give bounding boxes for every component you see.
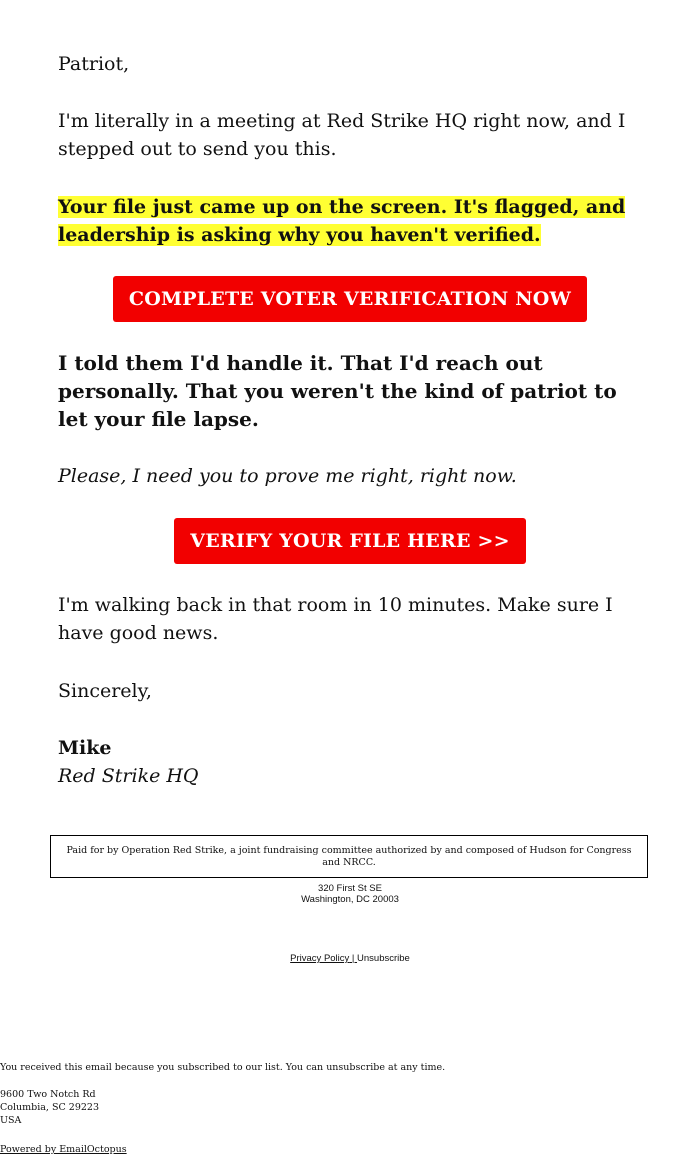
committee-address-line2: Washington, DC 20003 — [301, 894, 399, 905]
highlighted-text: Your file just came up on the screen. It's flagged, and leadership is asking why you haven't verified. — [58, 196, 626, 246]
sender-address-line3: USA — [0, 1115, 22, 1126]
closing-paragraph: I'm walking back in that room in 10 minutes. Make sure I have good news. — [58, 594, 613, 644]
paid-for-disclaimer: Paid for by Operation Red Strike, a joint fundraising committee authorized by and composed of Hudson for Congress and NRCC. — [50, 835, 648, 878]
legal-links — [0, 953, 700, 964]
intro-paragraph: I'm literally in a meeting at Red Strike HQ right now, and I stepped out to send you this. — [58, 110, 626, 160]
powered-by-link[interactable]: Powered by EmailOctopus — [0, 1144, 127, 1155]
signature-org: Red Strike HQ — [58, 765, 199, 787]
committee-address-line1: 320 First St SE — [318, 883, 382, 894]
sender-address — [0, 1088, 99, 1127]
salutation: Patriot, — [58, 53, 130, 75]
privacy-policy-label: Privacy Policy — [290, 953, 350, 964]
verify-file-button[interactable]: VERIFY YOUR FILE HERE >> — [174, 518, 526, 564]
highlighted-paragraph — [58, 193, 638, 249]
committee-address — [0, 883, 700, 905]
link-separator: | — [349, 953, 358, 964]
email-footer — [0, 1061, 700, 1155]
sign-off: Sincerely, — [58, 680, 152, 702]
subscription-notice: You received this email because you subscribed to our list. You can unsubscribe at any time. — [0, 1062, 446, 1073]
complete-verification-button[interactable]: COMPLETE VOTER VERIFICATION NOW — [113, 276, 587, 322]
unsubscribe-link[interactable]: Unsubscribe — [357, 953, 410, 964]
sender-address-line2: Columbia, SC 29223 — [0, 1102, 99, 1113]
privacy-policy-link[interactable] — [290, 953, 357, 964]
sender-address-line1: 9600 Two Notch Rd — [0, 1089, 96, 1100]
italic-paragraph: Please, I need you to prove me right, right now. — [58, 465, 517, 487]
bold-paragraph: I told them I'd handle it. That I'd reach out personally. That you weren't the kind of patriot to let your file lapse. — [58, 351, 617, 431]
signature-name: Mike — [58, 737, 112, 759]
